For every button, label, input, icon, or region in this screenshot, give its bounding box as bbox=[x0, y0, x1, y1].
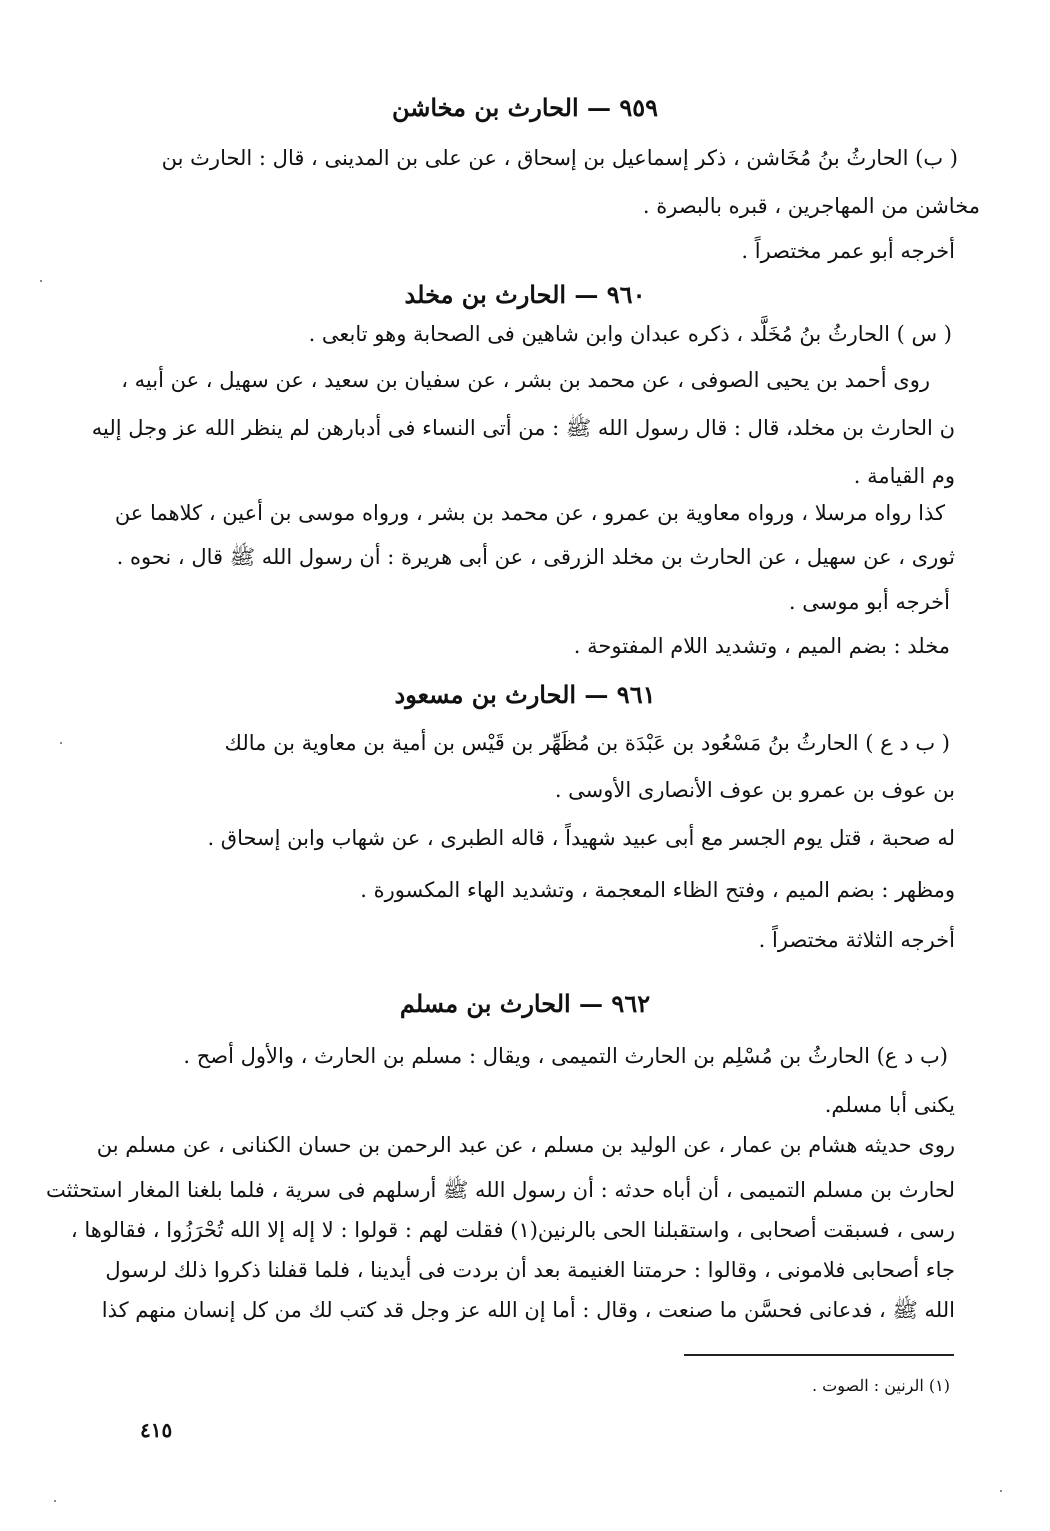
scan-speckle bbox=[54, 1500, 56, 1502]
scan-speckle bbox=[1000, 1490, 1002, 1492]
entry-line: لحارث بن مسلم التميمى ، أن أباه حدثه : أن رسول الله ﷺ أرسلهم فى سرية ، فلما بلغنا المغار استحثثت bbox=[45, 1178, 955, 1202]
entry-line: أخرجه الثلاثة مختصراً . bbox=[758, 928, 955, 952]
entry-line: (ب د ع) الحارثُ بن مُسْلِم بن الحارث التميمى ، ويقال : مسلم بن الحارث ، والأول أصح . bbox=[183, 1044, 948, 1068]
entry-heading-959: ٩٥٩ — الحارث بن مخاشن bbox=[391, 93, 659, 122]
entry-line: ومظهر : بضم الميم ، وفتح الظاء المعجمة ، وتشديد الهاء المكسورة . bbox=[360, 878, 955, 902]
entry-line: جاء أصحابى فلامونى ، وقالوا : حرمتنا الغنيمة بعد أن بردت فى أيدينا ، فلما قفلنا ذكروا ذلك لرسول bbox=[105, 1258, 955, 1282]
entry-line: روى حديثه هشام بن عمار ، عن الوليد بن مسلم ، عن عبد الرحمن بن حسان الكنانى ، عن مسلم بن bbox=[96, 1133, 955, 1157]
entry-line: مخاشن من المهاجرين ، قبره بالبصرة . bbox=[642, 194, 980, 218]
entry-line: مخلد : بضم الميم ، وتشديد اللام المفتوحة . bbox=[573, 634, 950, 658]
footnote: (١) الرنين : الصوت . bbox=[811, 1376, 950, 1395]
entry-line: له صحبة ، قتل يوم الجسر مع أبى عبيد شهيداً ، قاله الطبرى ، عن شهاب وابن إسحاق . bbox=[207, 826, 955, 850]
entry-heading-960: ٩٦٠ — الحارث بن مخلد bbox=[404, 280, 646, 309]
entry-line: وم القيامة . bbox=[853, 464, 955, 488]
entry-line: ن الحارث بن مخلد، قال : قال رسول الله ﷺ : من أتى النساء فى أدبارهن لم ينظر الله عز وجل إليه bbox=[91, 416, 955, 440]
entry-line: ( ب) الحارثُ بنُ مُخَاشن ، ذكر إسماعيل بن إسحاق ، عن على بن المدينى ، قال : الحارث بن bbox=[161, 146, 958, 170]
entry-line: أخرجه أبو موسى . bbox=[788, 590, 950, 614]
page-number: ٤١٥ bbox=[140, 1418, 173, 1442]
entry-line: روى أحمد بن يحيى الصوفى ، عن محمد بن بشر ، عن سفيان بن سعيد ، عن سهيل ، عن أبيه ، bbox=[121, 368, 930, 392]
entry-line: رسى ، فسبقت أصحابى ، واستقبلنا الحى بالرنين(١) فقلت لهم : قولوا : لا إله إلا الله تُحْرَزُوا ، فقالوها ، bbox=[70, 1218, 955, 1242]
footnote-divider bbox=[684, 1354, 954, 1356]
entry-line: كذا رواه مرسلا ، ورواه معاوية بن عمرو ، عن محمد بن بشر ، ورواه موسى بن أعين ، كلاهما عن bbox=[114, 501, 945, 525]
scan-speckle bbox=[60, 742, 62, 744]
entry-line: ( ب د ع ) الحارثُ بنُ مَسْعُود بن عَبْدَة بن مُظَهِّر بن قَيْس بن أمية بن معاوية بن مالك bbox=[224, 731, 950, 755]
entry-line: ( س ) الحارثُ بنُ مُخَلَّد ، ذكره عبدان وابن شاهين فى الصحابة وهو تابعى . bbox=[308, 322, 952, 346]
entry-heading-961: ٩٦١ — الحارث بن مسعود bbox=[394, 680, 656, 709]
entry-line: ثورى ، عن سهيل ، عن الحارث بن مخلد الزرقى ، عن أبى هريرة : أن رسول الله ﷺ قال ، نحوه . bbox=[116, 545, 955, 569]
entry-heading-962: ٩٦٢ — الحارث بن مسلم bbox=[399, 989, 651, 1018]
entry-line: بن عوف بن عمرو بن عوف الأنصارى الأوسى . bbox=[554, 778, 955, 802]
entry-line: يكنى أبا مسلم. bbox=[824, 1093, 955, 1117]
scan-speckle bbox=[40, 280, 42, 282]
entry-line: الله ﷺ ، فدعانى فحسَّن ما صنعت ، وقال : أما إن الله عز وجل قد كتب لك من كل إنسان منهم كذا bbox=[101, 1298, 955, 1322]
entry-line: أخرجه أبو عمر مختصراً . bbox=[741, 239, 955, 263]
